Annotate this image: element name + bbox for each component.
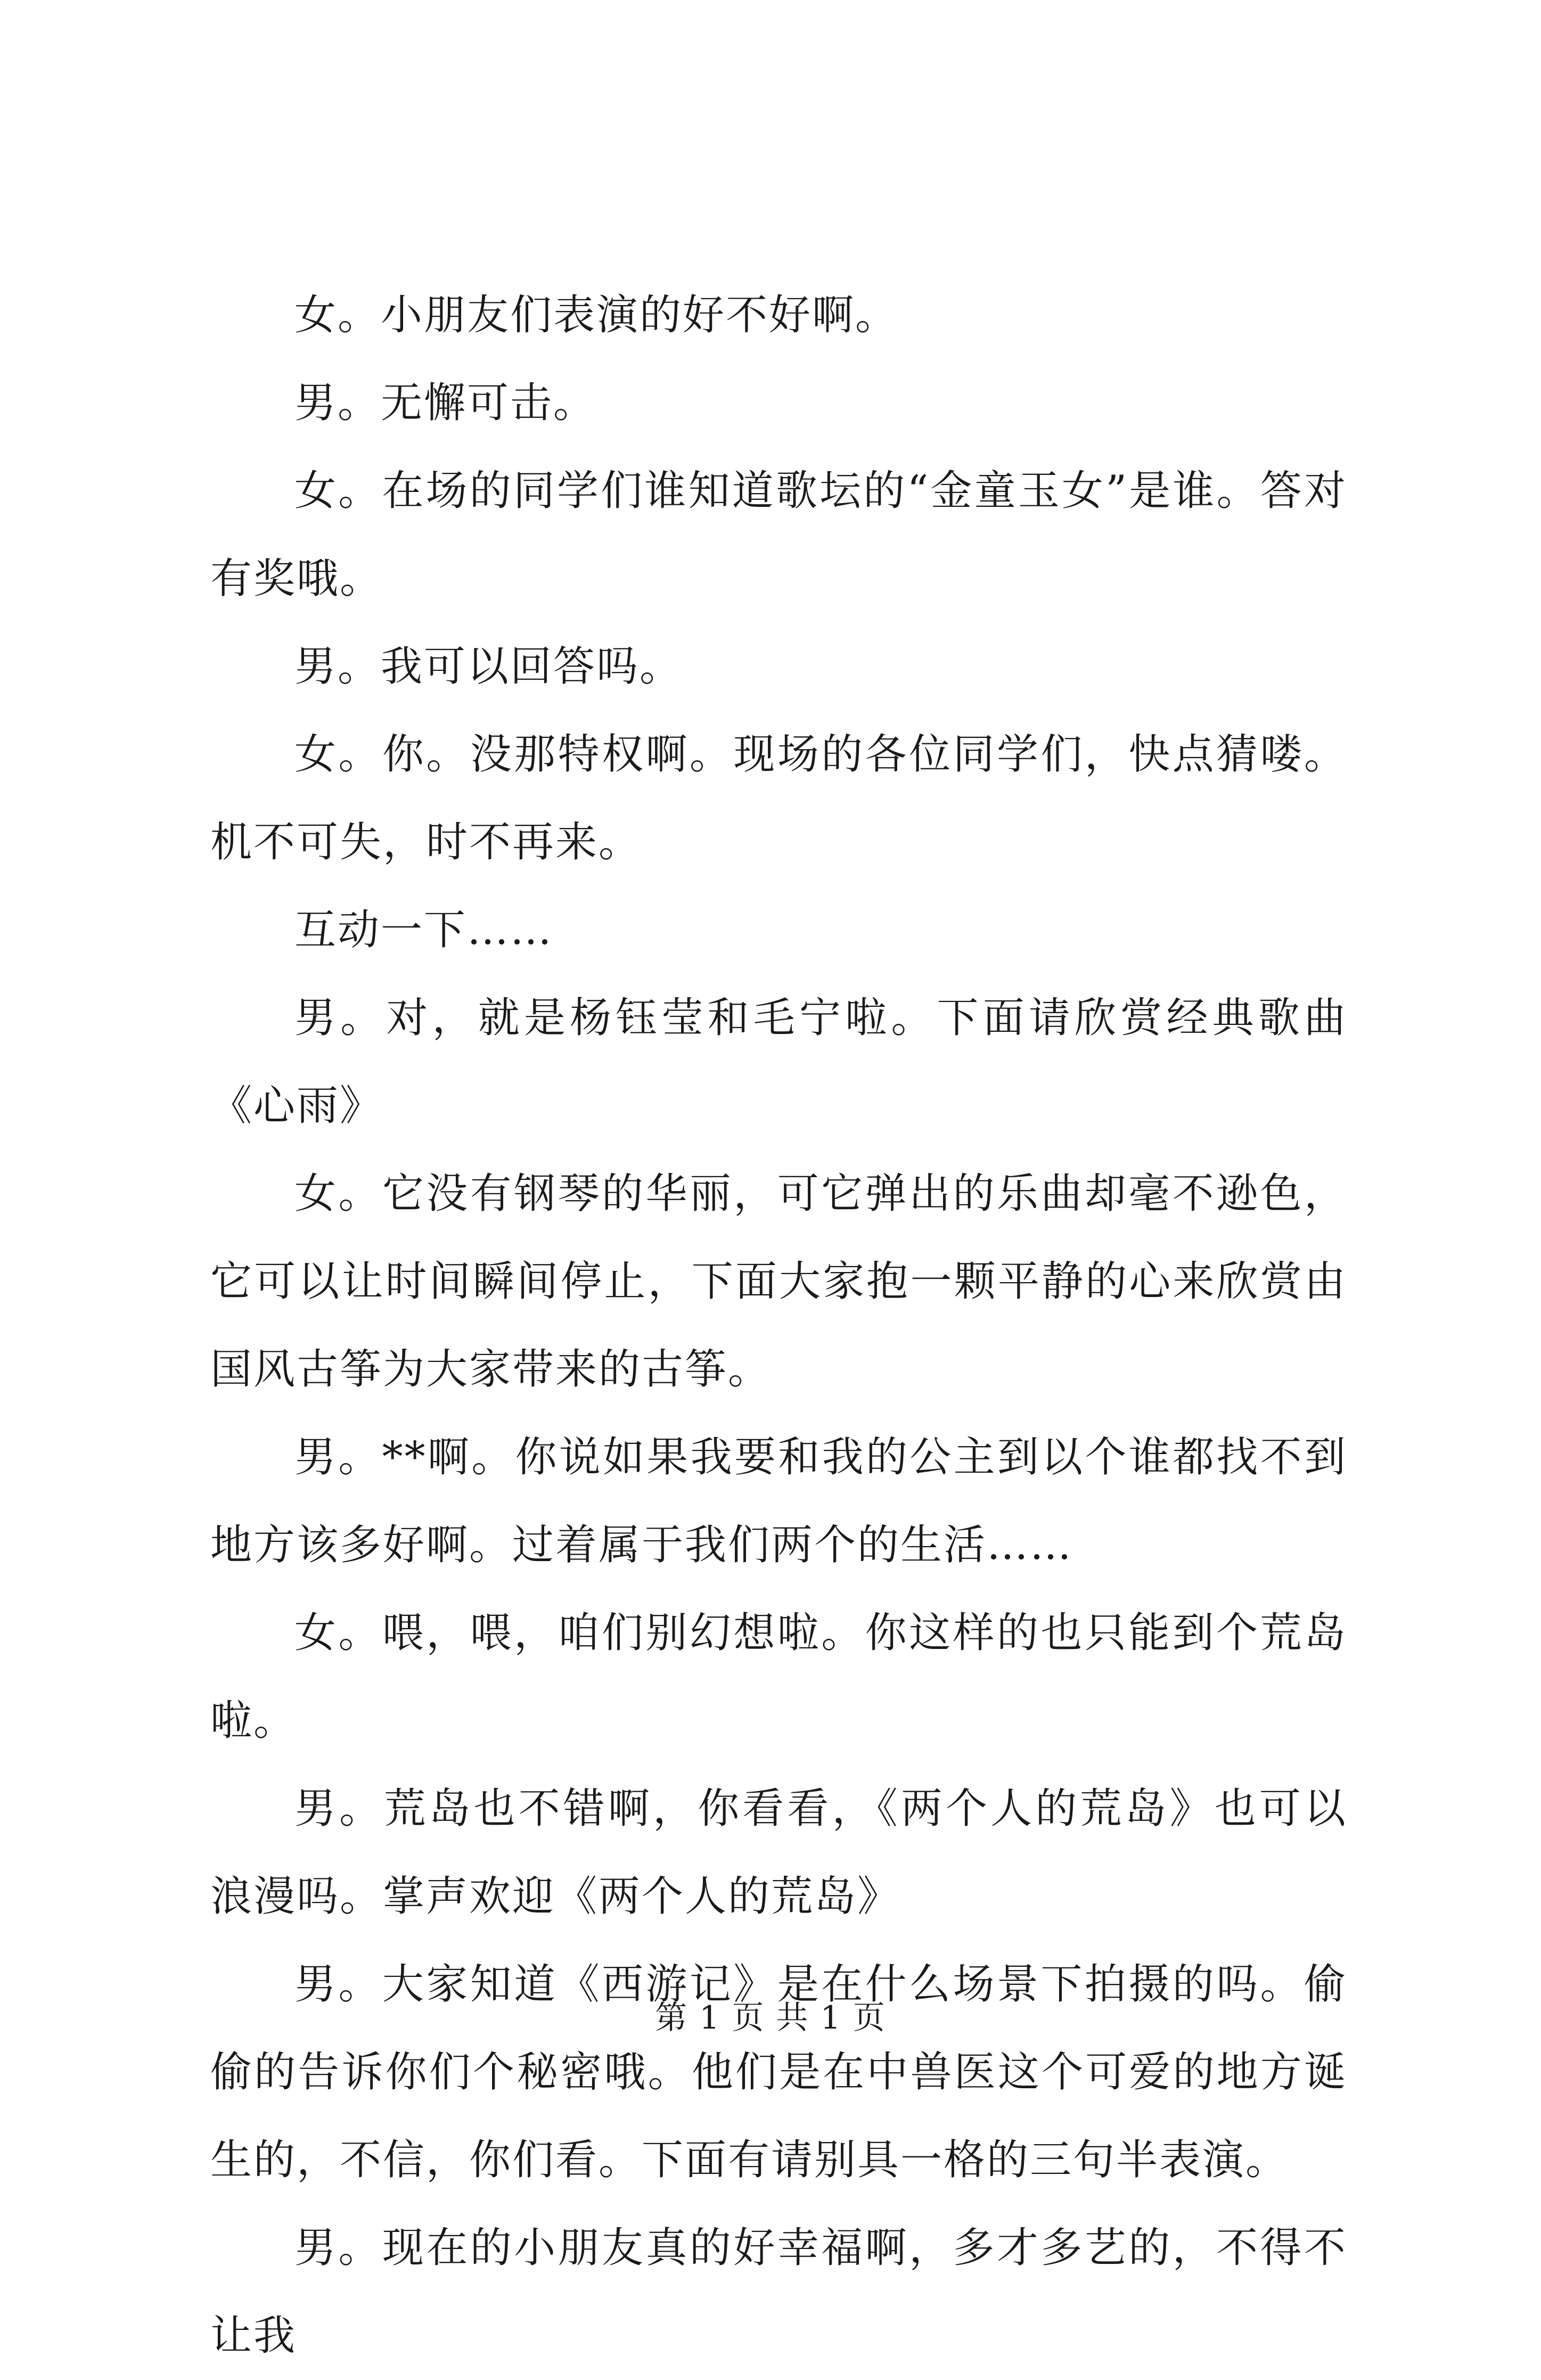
document-body (210, 272, 1347, 2380)
paragraph: 男。**啊。你说如果我要和我的公主到以个谁都找不到地方该多好啊。过着属于我们两个的生活…… (210, 1433, 1347, 1569)
paragraph: 女。它没有钢琴的华丽，可它弹出的乐曲却毫不逊色，它可以让时间瞬间停止，下面大家抱一颗平静的心来欣赏由国风古筝为大家带来的古筝。 (210, 1170, 1347, 1393)
page-footer (0, 1997, 1541, 2039)
page-number-label: 第 1 页 共 1 页 (655, 1999, 886, 2037)
paragraph: 女。小朋友们表演的好不好啊。 (294, 291, 899, 339)
paragraph: 互动一下…… (294, 906, 554, 954)
paragraph: 男。现在的小朋友真的好幸福啊，多才多艺的，不得不让我 (210, 2224, 1347, 2360)
paragraph: 男。大家知道《西游记》是在什么场景下拍摄的吗。偷偷的告诉你们个秘密哦。他们是在中兽医这个可爱的地方诞生的，不信，你们看。下面有请别具一格的三句半表演。 (210, 1960, 1347, 2184)
paragraph: 女。你。没那特权啊。现场的各位同学们，快点猜喽。机不可失，时不再来。 (210, 731, 1347, 866)
paragraph: 男。荒岛也不错啊，你看看，《两个人的荒岛》也可以浪漫吗。掌声欢迎《两个人的荒岛》 (210, 1785, 1347, 1921)
paragraph: 男。无懈可击。 (294, 379, 597, 427)
paragraph: 女。喂，喂，咱们别幻想啦。你这样的也只能到个荒岛啦。 (210, 1609, 1347, 1745)
paragraph: 男。我可以回答吗。 (294, 643, 683, 691)
paragraph: 男。对，就是杨钰莹和毛宁啦。下面请欣赏经典歌曲《心雨》 (210, 994, 1347, 1130)
paragraph: 女。在场的同学们谁知道歌坛的“金童玉女”是谁。答对有奖哦。 (210, 467, 1347, 603)
